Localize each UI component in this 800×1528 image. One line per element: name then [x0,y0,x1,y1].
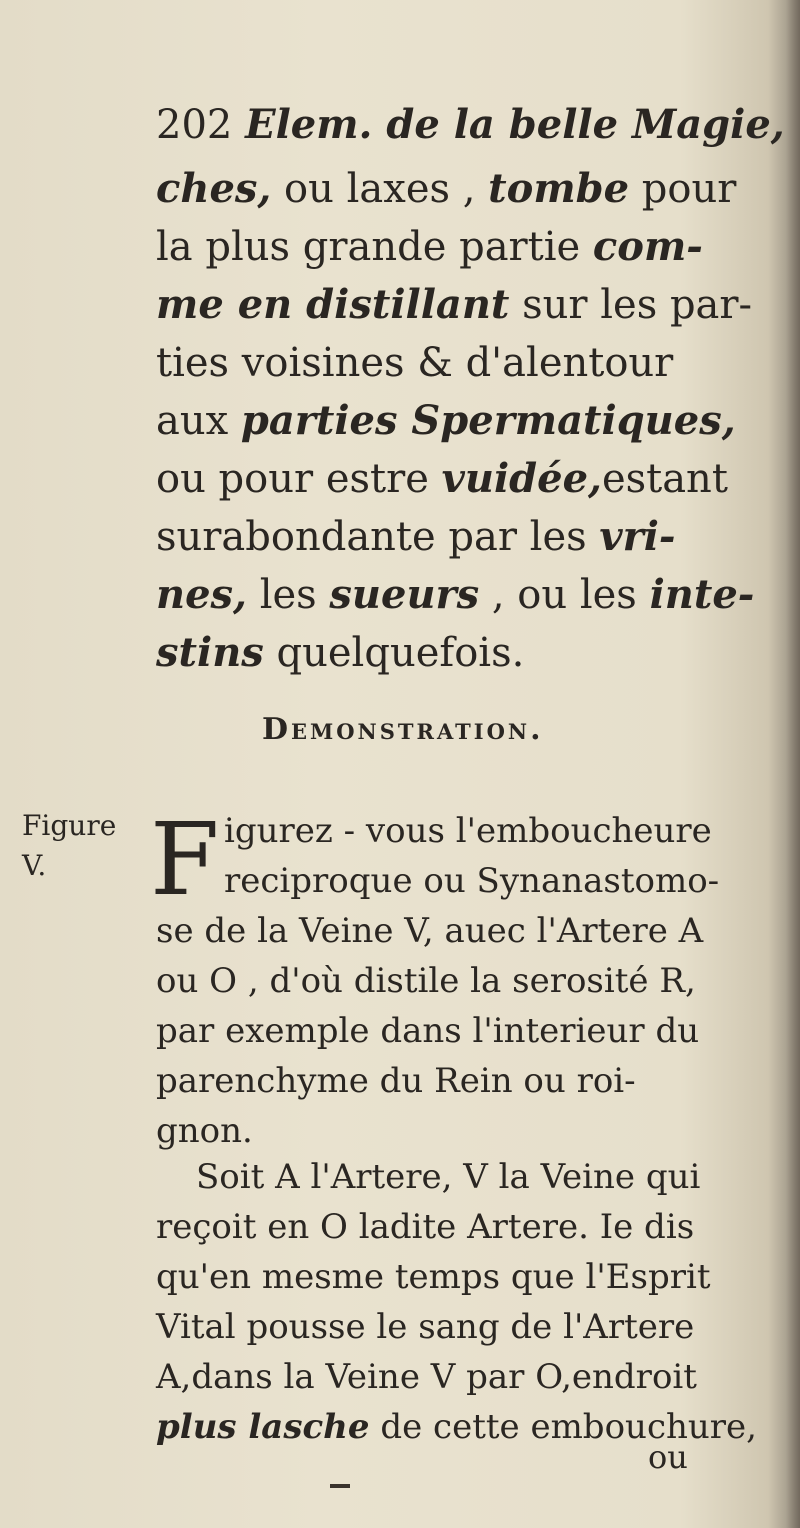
text-line: me en distillant sur les par- [156,281,753,328]
text-line: Vital pousse le sang de l'Artere [156,1307,695,1347]
text-line: surabondante par les vri- [156,513,676,560]
running-title: Elem. de la belle Magie, [245,101,785,148]
text-line: plus lasche de cette embouchure, [156,1407,757,1447]
catchword: ou [648,1438,688,1476]
text-line: parenchyme du Rein ou roi- [156,1061,636,1101]
text-line: ties voisines & d'alentour [156,340,674,386]
signature-mark [330,1484,350,1488]
margin-note-line: Figure [22,809,117,842]
text-line: A,dans la Veine V par O,endroit [156,1357,697,1397]
text-line: reciproque ou Synanastomo- [224,861,720,901]
text-line: ou pour estre vuidée,estant [156,455,728,502]
text-line: igurez - vous l'emboucheure [224,811,712,851]
text-line: ou O , d'où distile la serosité R, [156,961,696,1001]
margin-note [22,806,132,886]
gutter-shadow [786,0,800,1528]
text-line: Soit A l'Artere, V la Veine qui [196,1157,701,1197]
text-line: qu'en mesme temps que l'Esprit [156,1257,711,1297]
text-line: stins quelquefois. [156,629,525,676]
drop-cap: F [150,801,220,918]
running-head [156,96,785,154]
text-line: se de la Veine V, auec l'Artere A [156,911,704,951]
text-line: nes, les sueurs , ou les inte- [156,571,755,618]
text-line: gnon. [156,1111,253,1151]
text-line: par exemple dans l'interieur du [156,1011,700,1051]
page-number: 202 [156,102,233,148]
section-heading: Demonstration. [262,712,544,747]
text-line: aux parties Spermatiques, [156,397,736,444]
text-line: ches, ou laxes , tombe pour [156,165,737,212]
text-line: reçoit en O ladite Artere. Ie dis [156,1207,695,1247]
text-line: la plus grande partie com- [156,223,703,270]
margin-note-line: V. [22,849,47,882]
